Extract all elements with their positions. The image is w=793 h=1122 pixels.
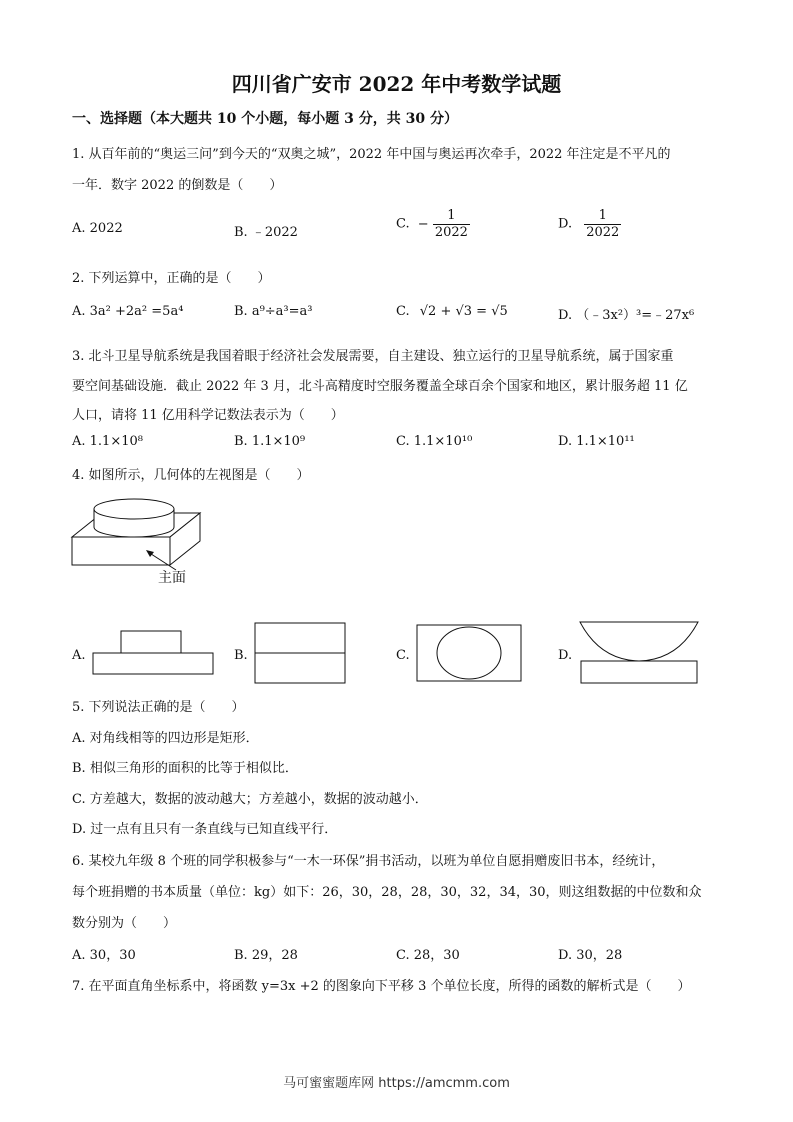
q1-option-a: A. 2022 [72, 221, 123, 236]
q1-option-d-fraction [584, 208, 621, 240]
q2-option-c [396, 304, 508, 319]
q5-option-a: A. 对角线相等的四边形是矩形． [72, 731, 259, 746]
q3-line3: 人口，请将 11 亿用科学记数法表示为（ ） [72, 408, 344, 423]
q3-option-c: C. 1.1×10¹⁰ [396, 434, 473, 449]
q1-option-c-sign: − [417, 216, 429, 232]
q6-option-a: A. 30，30 [72, 948, 136, 963]
q2-stem: 2. 下列运算中，正确的是（ ） [72, 271, 271, 286]
q6-option-d: D. 30，28 [558, 948, 623, 963]
page-title: 四川省广安市 2022 年中考数学试题 [231, 72, 562, 96]
q1-option-c [396, 208, 470, 240]
q4-option-b-label: B. [234, 648, 248, 663]
q7-stem: 7. 在平面直角坐标系中，将函数 y=3x +2 的图象向下平移 3 个单位长度，所得的函数的解析式是（ ） [72, 979, 691, 994]
q4-option-c-figure [416, 624, 522, 682]
q1-option-c-fraction [433, 208, 470, 240]
q2-option-b: B. a⁹÷a³=a³ [234, 304, 313, 319]
q1-option-b: B. ﹣2022 [234, 225, 298, 240]
q6-option-c: C. 28，30 [396, 948, 460, 963]
section-heading: 一、选择题（本大题共 10 个小题，每小题 3 分，共 30 分） [72, 111, 458, 127]
q1-d-numerator: 1 [584, 208, 621, 225]
q3-option-b: B. 1.1×10⁹ [234, 434, 306, 449]
q4-option-d-label: D. [558, 648, 573, 663]
q4-option-c-label: C. [396, 648, 410, 663]
q4-option-d-figure [578, 620, 700, 686]
q1-option-c-label: C. [396, 216, 410, 232]
q3-option-d: D. 1.1×10¹¹ [558, 434, 635, 449]
q6-option-b: B. 29，28 [234, 948, 298, 963]
q5-option-b: B. 相似三角形的面积的比等于相似比． [72, 761, 298, 776]
q4-front-label: 主面 [158, 570, 186, 586]
q6-line1: 6. 某校九年级 8 个班的同学积极参与“一木一环保”捐书活动，以班为单位自愿捐赠废旧书本，经统计， [72, 854, 665, 869]
q3-line2: 要空间基础设施．截止 2022 年 3 月，北斗高精度时空服务覆盖全球百余个国家和地区，累计服务超 11 亿 [72, 379, 688, 394]
footer-watermark: 马可蜜蜜题库网 https://amcmm.com [283, 1076, 510, 1091]
q1-option-d [558, 208, 621, 240]
q4-option-a-figure [92, 630, 214, 676]
q4-solid-figure [70, 495, 210, 590]
q2-option-c-label: C. [396, 304, 410, 319]
q5-option-d: D. 过一点有且只有一条直线与已知直线平行． [72, 822, 338, 837]
q1-line2: 一年．数字 2022 的倒数是（ ） [72, 178, 283, 193]
q1-d-denominator: 2022 [586, 224, 620, 240]
q1-c-denominator: 2022 [434, 224, 468, 240]
q2-option-a: A. 3a² +2a² =5a⁴ [72, 304, 184, 319]
q1-c-numerator: 1 [433, 208, 470, 225]
q1-option-d-label: D. [558, 216, 573, 232]
q6-line2: 每个班捐赠的书本质量（单位：kg）如下：26，30，28，28，30，32，34，30，则这组数据的中位数和众 [72, 885, 702, 900]
q3-line1: 3. 北斗卫星导航系统是我国着眼于经济社会发展需要，自主建设、独立运行的卫星导航系统，属于国家重 [72, 349, 674, 364]
q5-stem: 5. 下列说法正确的是（ ） [72, 700, 245, 715]
q2-option-c-expr: √2 + √3 = √5 [419, 304, 508, 319]
q2-option-d: D. （﹣3x²）³=﹣27x⁶ [558, 308, 695, 323]
q4-option-a-label: A. [72, 648, 86, 663]
q3-option-a: A. 1.1×10⁸ [72, 434, 143, 449]
q4-option-b-figure [254, 622, 346, 684]
q5-option-c: C. 方差越大，数据的波动越大；方差越小，数据的波动越小． [72, 792, 428, 807]
q6-line3: 数分别为（ ） [72, 916, 177, 931]
q1-line1: 1. 从百年前的“奥运三问”到今天的“双奥之城”，2022 年中国与奥运再次牵手，2022 年注定是不平凡的 [72, 147, 671, 162]
q4-stem: 4. 如图所示，几何体的左视图是（ ） [72, 468, 310, 483]
